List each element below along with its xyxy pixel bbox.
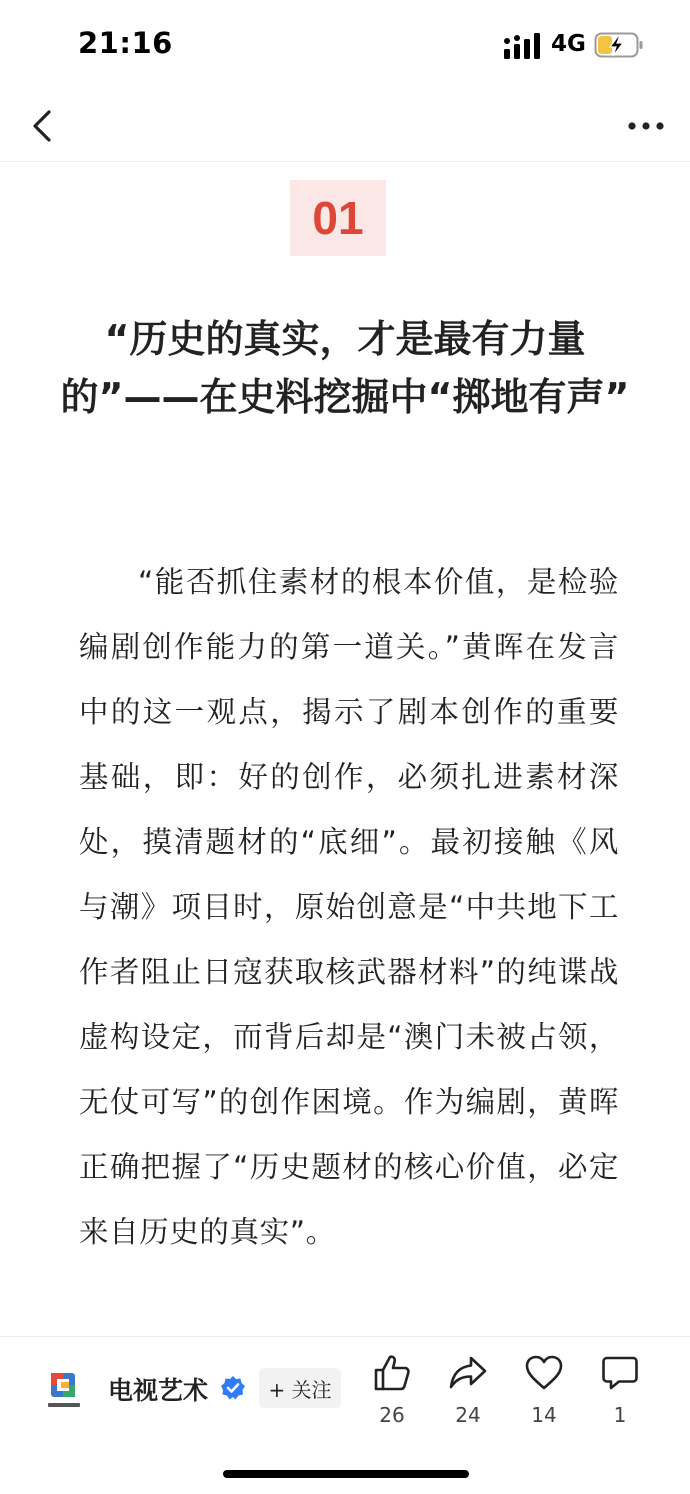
section-number: 01 [312,192,364,244]
comment-button[interactable] [588,1353,652,1427]
follow-button[interactable]: + 关注 [259,1368,341,1408]
heart-icon [524,1353,564,1393]
chevron-left-icon [31,109,53,143]
more-horizontal-icon [628,122,664,130]
account-name[interactable]: 电视艺术 [108,1376,209,1405]
home-indicator[interactable] [223,1470,469,1478]
section-number-badge [290,180,386,256]
verified-badge-icon [220,1375,246,1401]
network-type: 4G [551,31,586,57]
share-count: 24 [455,1403,481,1427]
nav-bar [0,92,690,162]
more-button[interactable] [624,106,668,146]
battery-charging-icon [594,32,644,58]
section-headline: “历史的真实，才是最有力量的”——在史料挖掘中“掷地有声” [60,317,630,419]
comment-icon [600,1353,640,1393]
status-bar [0,0,690,92]
like-button[interactable] [360,1353,424,1427]
article-content [0,162,690,1336]
comment-count: 1 [613,1403,627,1427]
signal-icon [504,33,540,59]
favorite-count: 14 [531,1403,557,1427]
share-icon [448,1353,488,1393]
thumbs-up-icon [372,1353,412,1393]
status-time: 21:16 [78,26,173,60]
account-logo[interactable] [38,1367,90,1419]
back-button[interactable] [22,104,62,148]
share-button[interactable] [436,1353,500,1427]
like-count: 26 [379,1403,405,1427]
article-paragraph: “能否抓住素材的根本价值，是检验编剧创作能力的第一道关。”黄晖在发言中的这一观点，揭示了剧本创作的重要基础，即：好的创作，必须扎进素材深处，摸清题材的“底细”。最初接触《风与潮》项目时，原始创意是“中共地下工作者阻止日寇获取核武器材料”的纯谍战虚构设定，而背后却是“澳门未被占领，无仗可写”的创作困境。作为编剧，黄晖正确把握了“历史题材的核心价值，必定来自历史的真实”。 [79,565,619,1249]
favorite-button[interactable] [512,1353,576,1427]
